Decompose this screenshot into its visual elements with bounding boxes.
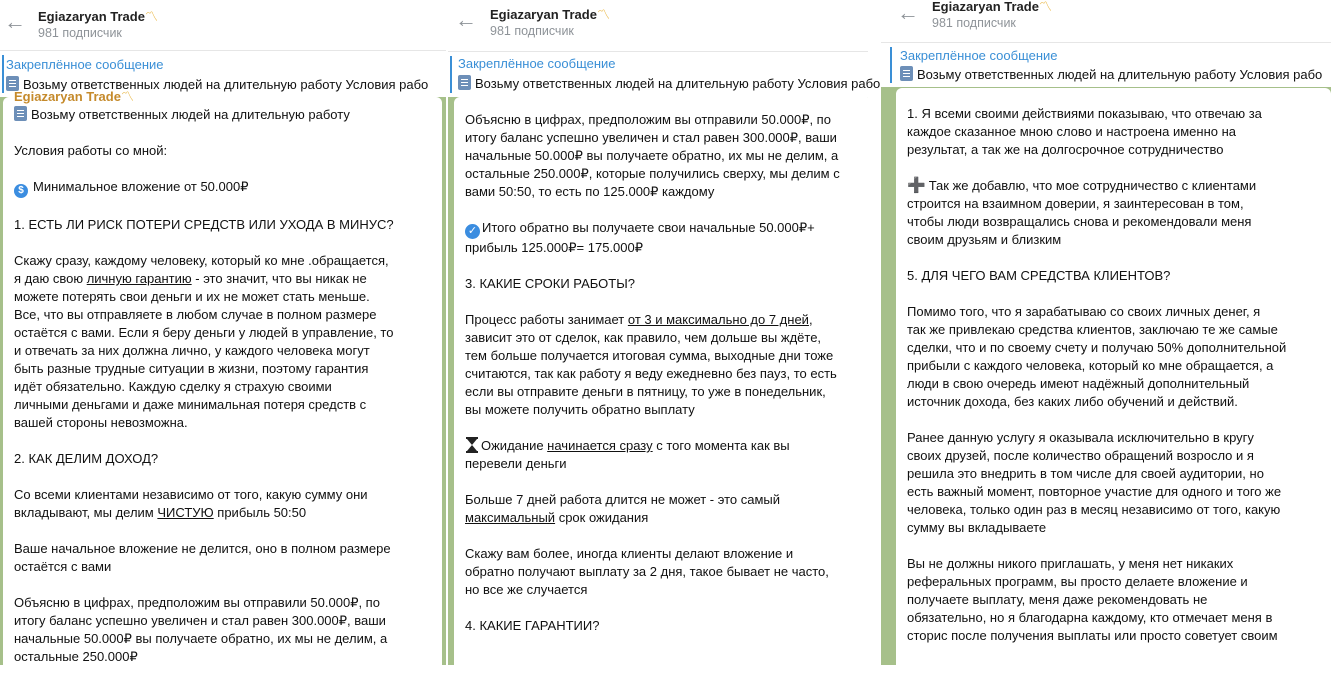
message-line: Ваше начальное вложение не делится, оно в полном размере bbox=[14, 541, 391, 556]
pinned-text: Возьму ответственных людей на длительную работу Условия рабо bbox=[6, 76, 428, 92]
message-line: $ Минимальное вложение от 50.000₽ bbox=[14, 178, 442, 198]
channel-title[interactable]: Egiazaryan Trade〽 bbox=[38, 9, 158, 24]
notepad-icon bbox=[900, 66, 913, 81]
check-icon: ✓ bbox=[465, 224, 480, 239]
message-line: Объясню в цифрах, предположим вы отправили 50.000₽, по bbox=[14, 595, 380, 610]
message-line: вкладывают, мы делим ЧИСТУЮ прибыль 50:50 bbox=[14, 505, 307, 520]
message-line: Возьму ответственных людей на длительную работу bbox=[14, 106, 442, 124]
subscriber-count: 981 подписчик bbox=[932, 16, 1016, 30]
message-line: ➕ Так же добавлю, что мое сотрудничество с клиентами bbox=[907, 177, 1257, 194]
chat-screenshot-2 bbox=[448, 0, 881, 665]
subscriber-count: 981 подписчик bbox=[38, 26, 122, 40]
message-line: получаете выплату, меня даже рекомендовать не bbox=[907, 592, 1208, 607]
message-line: Больше 7 дней работа длится не может - это самый bbox=[465, 492, 781, 507]
message-heading: 3. КАКИЕ СРОКИ РАБОТЫ? bbox=[465, 276, 635, 291]
message-line: остальные 250.000₽, которые получились сверху, мы делим с bbox=[465, 166, 840, 181]
pinned-message[interactable] bbox=[881, 42, 1331, 88]
message-line: 1. Я всеми своими действиями показываю, что отвечаю за bbox=[907, 106, 1262, 121]
message-line: Ожидание начинается сразу с того момента как вы bbox=[465, 437, 873, 455]
back-arrow-icon[interactable]: ← bbox=[455, 7, 477, 32]
message-line: вы можете получить обратно выплату bbox=[465, 402, 695, 417]
message-line: начальные 50.000₽ вы получаете обратно, их мы не делим, а bbox=[14, 631, 388, 646]
message-line: вами 50:50, то есть по 125.000₽ каждому bbox=[465, 184, 715, 199]
message-line: сделки, что и по своему счету и получаю 50% дополнительной bbox=[907, 340, 1287, 355]
message-line: обратно получают выплату за 2 дня, такое бывает не часто, bbox=[465, 564, 829, 579]
message-bubble bbox=[896, 88, 1331, 680]
message-line: зависит это от сделок, как правило, чем дольше вы ждёте, bbox=[465, 330, 822, 345]
back-arrow-icon[interactable]: ← bbox=[897, 0, 919, 25]
message-line: Скажу вам более, иногда клиенты делают вложение и bbox=[465, 546, 794, 561]
back-arrow-icon[interactable]: ← bbox=[4, 9, 26, 34]
pinned-label: Закреплённое сообщение bbox=[900, 48, 1058, 63]
message-line: есть важный момент, повторное участие для одного и того же bbox=[907, 484, 1282, 499]
notepad-icon bbox=[458, 75, 471, 90]
message-line: строится на взаимном доверии, я заинтересован в том, bbox=[907, 196, 1244, 211]
message-line: итогу баланс успешно увеличен и стал равен 300.000₽, ваши bbox=[465, 130, 837, 145]
message-line: решила это внедрить в том числе для своей аудитории, но bbox=[907, 466, 1264, 481]
message-line: так же привлекаю средства клиентов, заключаю те же самые bbox=[907, 322, 1278, 337]
message-line: я даю свою личную гарантию - это значит, что вы никак не bbox=[14, 271, 367, 286]
message-line: чтобы люди возвращались снова и рекомендовали меня bbox=[907, 214, 1252, 229]
message-line: каждое сказанное мною слово и настроена именно на bbox=[907, 124, 1236, 139]
crown-icon: 〽 bbox=[596, 7, 610, 22]
message-line: Со всеми клиентами независимо от того, какую сумму они bbox=[14, 487, 368, 502]
message-line: быть разные трудные ситуации в жизни, поэтому гарантия bbox=[14, 361, 369, 376]
message-line: обязательно, но я благодарна каждому, кто отмечает меня в bbox=[907, 610, 1273, 625]
message-line: и отвечать за них должна лично, у каждого человека могут bbox=[14, 343, 370, 358]
message-line: тем больше получается итоговая сумма, выходные дни тоже bbox=[465, 348, 834, 363]
message-line: но все же случается bbox=[465, 582, 588, 597]
message-line: Скажу сразу, каждому человеку, который ко мне .обращается, bbox=[14, 253, 389, 268]
message-line: своим друзьям и близким bbox=[907, 232, 1062, 247]
message-heading: 2. КАК ДЕЛИМ ДОХОД? bbox=[14, 451, 159, 466]
message-line: остальные 250.000₽ bbox=[14, 649, 138, 664]
message-author: Egiazaryan Trade〽 bbox=[14, 89, 134, 104]
crown-icon: 〽 bbox=[1038, 0, 1052, 14]
message-line: люди в свою очередь имеют надёжный дополнительный bbox=[907, 376, 1250, 391]
notepad-icon bbox=[14, 106, 27, 121]
channel-title[interactable]: Egiazaryan Trade〽 bbox=[932, 0, 1052, 14]
pinned-label: Закреплённое сообщение bbox=[6, 57, 164, 72]
message-line: начальные 50.000₽ вы получаете обратно, их мы не делим, а bbox=[465, 148, 839, 163]
chat-screenshot-1 bbox=[0, 0, 446, 665]
message-line: сумму вы вкладываете bbox=[907, 520, 1047, 535]
message-line: считаются, так как работу я веду ежедневно без пауз, то есть bbox=[465, 366, 837, 381]
channel-title[interactable]: Egiazaryan Trade〽 bbox=[490, 7, 610, 22]
message-line: результат, а так же на долгосрочное сотрудничество bbox=[907, 142, 1224, 157]
pinned-label: Закреплённое сообщение bbox=[458, 56, 616, 71]
message-line: прибыли с каждого человека, который ко мне обращается, а bbox=[907, 358, 1274, 373]
message-line: остаётся с вами. Если я беру деньги у людей в управление, то bbox=[14, 325, 394, 340]
message-line: Объясню в цифрах, предположим вы отправили 50.000₽, по bbox=[465, 112, 831, 127]
pinned-text: Возьму ответственных людей на длительную работу Условия рабо bbox=[458, 75, 880, 91]
message-line: реферальных программ, вы просто делаете вложение и bbox=[907, 574, 1248, 589]
message-line: источник дохода, без каких либо обучений и действий. bbox=[907, 394, 1238, 409]
message-line: Все, что вы отправляете в любом случае в полном размере bbox=[14, 307, 377, 322]
chat-header bbox=[448, 0, 868, 47]
message-bubble bbox=[3, 89, 442, 672]
message-line: своих друзей, после количество обращений возросло и я bbox=[907, 448, 1254, 463]
message-line: человека, только один раз в месяц независимо от того, какую bbox=[907, 502, 1281, 517]
message-line: Ранее данную услугу я оказывала исключительно в кругу bbox=[907, 430, 1254, 445]
message-heading: 1. ЕСТЬ ЛИ РИСК ПОТЕРИ СРЕДСТВ ИЛИ УХОДА В МИНУС? bbox=[14, 217, 394, 232]
chat-header bbox=[0, 0, 446, 47]
pinned-message[interactable] bbox=[448, 51, 881, 98]
message-line: итогу баланс успешно увеличен и стал равен 300.000₽, ваши bbox=[14, 613, 386, 628]
message-line: Помимо того, что я зарабатываю со своих личных денег, я bbox=[907, 304, 1261, 319]
message-line: Условия работы со мной: bbox=[14, 143, 168, 158]
message-line: максимальный срок ожидания bbox=[465, 510, 649, 525]
chat-header bbox=[881, 0, 1331, 40]
message-line: можете потерять свои деньги и их не может стать меньше. bbox=[14, 289, 370, 304]
message-bubble bbox=[454, 97, 873, 686]
message-line: вашей стороны невозможна. bbox=[14, 415, 188, 430]
message-line: ✓ Итого обратно вы получаете свои начальные 50.000₽+ bbox=[465, 219, 873, 239]
message-line: сторис после получения выплаты или просто советует своим bbox=[907, 628, 1278, 643]
message-heading: 4. КАКИЕ ГАРАНТИИ? bbox=[465, 618, 600, 633]
message-line: прибыль 125.000₽= 175.000₽ bbox=[465, 240, 644, 255]
coin-icon: $ bbox=[14, 184, 28, 198]
crown-icon: 〽 bbox=[144, 9, 158, 24]
message-line: личными деньгами и даже минимальная потеря средств с bbox=[14, 397, 367, 412]
message-line: если вы отправите деньги в пятницу, то уже в понедельник, bbox=[465, 384, 826, 399]
message-line: остаётся с вами bbox=[14, 559, 112, 574]
chat-screenshot-3 bbox=[881, 0, 1331, 665]
message-line: Процесс работы занимает от 3 и максимально до 7 дней, bbox=[465, 312, 813, 327]
message-line: идёт обязательно. Каждую сделку я страхую своими bbox=[14, 379, 332, 394]
subscriber-count: 981 подписчик bbox=[490, 24, 574, 38]
message-line: перевели деньги bbox=[465, 456, 567, 471]
message-line: Вы не должны никого приглашать, у меня нет никаких bbox=[907, 556, 1234, 571]
plus-icon: ➕ bbox=[907, 177, 926, 194]
hourglass-icon bbox=[465, 437, 479, 453]
message-heading: 5. ДЛЯ ЧЕГО ВАМ СРЕДСТВА КЛИЕНТОВ? bbox=[907, 268, 1171, 283]
pinned-text: Возьму ответственных людей на длительную работу Условия рабо bbox=[900, 66, 1322, 82]
